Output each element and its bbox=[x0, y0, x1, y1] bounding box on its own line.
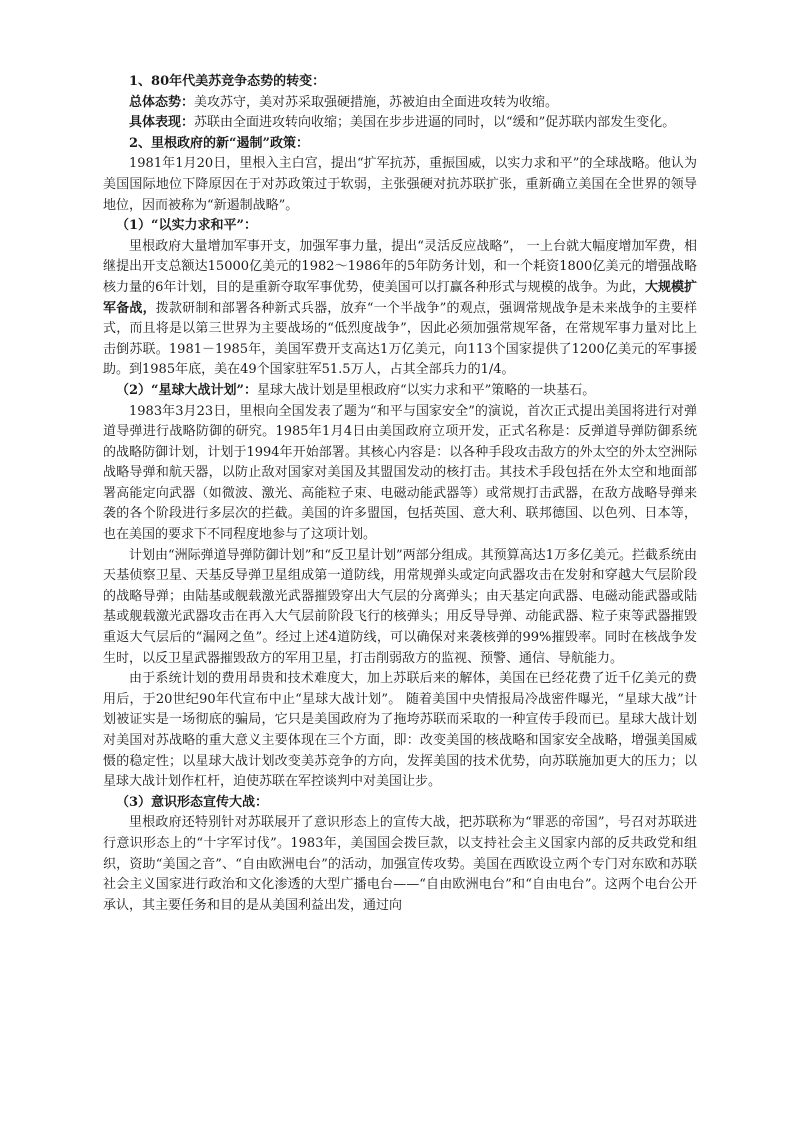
concrete-text: 苏联由全面进攻转向收缩；美国在步步进逼的同时，以“缓和”促苏联内部发生变化。 bbox=[194, 115, 676, 131]
overall-situation-paragraph bbox=[103, 93, 697, 114]
subsection-heading-2: （2）“星球大战计划”： bbox=[116, 382, 258, 398]
overall-text: 美攻苏守，美对苏采取强硬措施，苏被迫由全面进攻转为收缩。 bbox=[194, 94, 559, 110]
subsection-heading-1: （1）“以实力求和平”： bbox=[116, 218, 258, 234]
concrete-performance-paragraph bbox=[103, 113, 697, 134]
subsection2-paragraph-2: 计划由“洲际弹道导弹防御计划”和“反卫星计划”两部分组成。其预算高达1万多亿美元。拦截系统由天基侦察卫星、天基反导弹卫星组成第一道防线，用常规弹头或定向武器攻击在发射和穿越大气层阶段的战略导弹；由陆基或舰载激光武器摧毁穿出大气层的分离弹头；由天基定向武器、电磁动能武器或陆基或舰载激光武器攻击在再入大气层前阶段飞行的核弹头；用反导导弹、动能武器、粒子束等武器摧毁重返大气层后的“漏网之鱼”。经过上述4道防线，可以确保对来袭核弹的99%摧毁率。同时在核战争发生时，以反卫星武器摧毁敌方的军用卫星，打击削弱敌方的监视、预警、通信、导航能力。 bbox=[103, 547, 697, 666]
document-body bbox=[103, 72, 697, 916]
subsection2-heading-text: 星球大战计划是里根政府“以实力求和平”策略的一块基石。 bbox=[257, 382, 596, 398]
section2-intro-paragraph: 1981年1月20日，里根入主白宫，提出“扩军抗苏，重振国威，以实力求和平”的全球战略。他认为美国国际地位下降原因在于对苏政策过于软弱，主张强硬对抗苏联扩张，重新确立美国在全世界的领导地位，因而被称为“新遏制战略”。 bbox=[103, 156, 697, 213]
subsection3-paragraph-1: 里根政府还特别针对苏联展开了意识形态上的宣传大战，把苏联称为“罪恶的帝国”，号召对苏联进行意识形态上的“十字军讨伐”。1983年，美国国会拨巨款，以支持社会主义国家内部的反共政党和组织，资助“美国之音”、“自由欧洲电台”的活动，加强宣传攻势。美国在西欧设立两个专门对东欧和苏联社会主义国家进行政治和文化渗透的大型广播电台——“自由欧洲电台”和“自由电台”。这两个电台公开承认，其主要任务和目的是从美国利益出发，通过向 bbox=[103, 815, 697, 913]
section-heading-1: 1、80年代美苏竞争态势的转变： bbox=[129, 74, 326, 89]
subsection1-paragraph bbox=[103, 237, 697, 381]
subsection-heading-2-line bbox=[103, 381, 697, 402]
subsection1-bold-text: 大规模扩军备战， bbox=[103, 279, 697, 316]
subsection2-paragraph-3: 由于系统计划的费用昂贵和技术难度大，加上苏联后来的解体，美国在已经花费了近千亿美元的费用后，于20世纪90年代宣布中止“星球大战计划”。 随着美国中央情报局冷战密件曝光，“星球大战”计划被证实是一场彻底的骗局，它只是美国政府为了拖垮苏联而采取的一种宣传手段而已。星球大战计划对美国对苏战略的重大意义主要体现在三个方面，即：改变美国的核战略和国家安全战略，增强美国威慑的稳定性；以星球大战计划改变美苏竞争的方向，发挥美国的技术优势，向苏联施加更大的压力；以星球大战计划作杠杆，迫使苏联在军控谈判中对美国让步。 bbox=[103, 671, 697, 790]
section-heading-2: 2、里根政府的新“遏制”政策： bbox=[129, 135, 310, 151]
subsection2-paragraph-1: 1983年3月23日，里根向全国发表了题为“和平与国家安全”的演说，首次正式提出美国将进行对弹道导弹进行战略防御的研究。1985年1月4日由美国政府立项开发，正式名称是：反弹道导弹防御系统的战略防御计划，计划于1994年开始部署。其核心内容是：以各种手段攻击敌方的外太空的外太空洲际战略导弹和航天器，以防止敌对国家对美国及其盟国发动的核打击。其技术手段包括在外太空和地面部署高能定向武器（如微波、激光、高能粒子束、电磁动能武器等）或常规打击武器，在敌方战略导弹来袭的各个阶段进行多层次的拦截。美国的许多盟国，包括英国、意大利、联邦德国、以色列、日本等，也在美国的要求下不同程度地参与了这项计划。 bbox=[103, 403, 697, 543]
subsection1-text-a: 里根政府大量增加军事开支，加强军事力量，提出“灵活反应战略”， 一上台就大幅度增加军费，相继提出开支总额达15000亿美元的1982～1986年的5年防务计划，和一个耗资1800亿美元的增强战略核力量的6年计划，目的是重新夺取军事优势，使美国可以打赢各种形式与规模的战争。为此， bbox=[103, 238, 697, 295]
subsection-heading-3: （3）意识形态宣传大战： bbox=[116, 794, 269, 810]
overall-label: 总体态势： bbox=[129, 94, 195, 110]
concrete-label: 具体表现： bbox=[129, 115, 195, 131]
subsection1-text-b: 拨款研制和部署各种新式兵器，放弃“一个半战争”的观点，强调常规战争是未来战争的主要样式，而且将是以第三世界为主要战场的“低烈度战争”，因此必须加强常规军备，在常规军事力量对比上击倒苏联。1981－1985年，美国军费开支高达1万亿美元，向113个国家提供了1200亿美元的军事援助。到1985年底，美在49个国家驻军51.5万人，占其全部兵力的1/4。 bbox=[103, 300, 697, 378]
